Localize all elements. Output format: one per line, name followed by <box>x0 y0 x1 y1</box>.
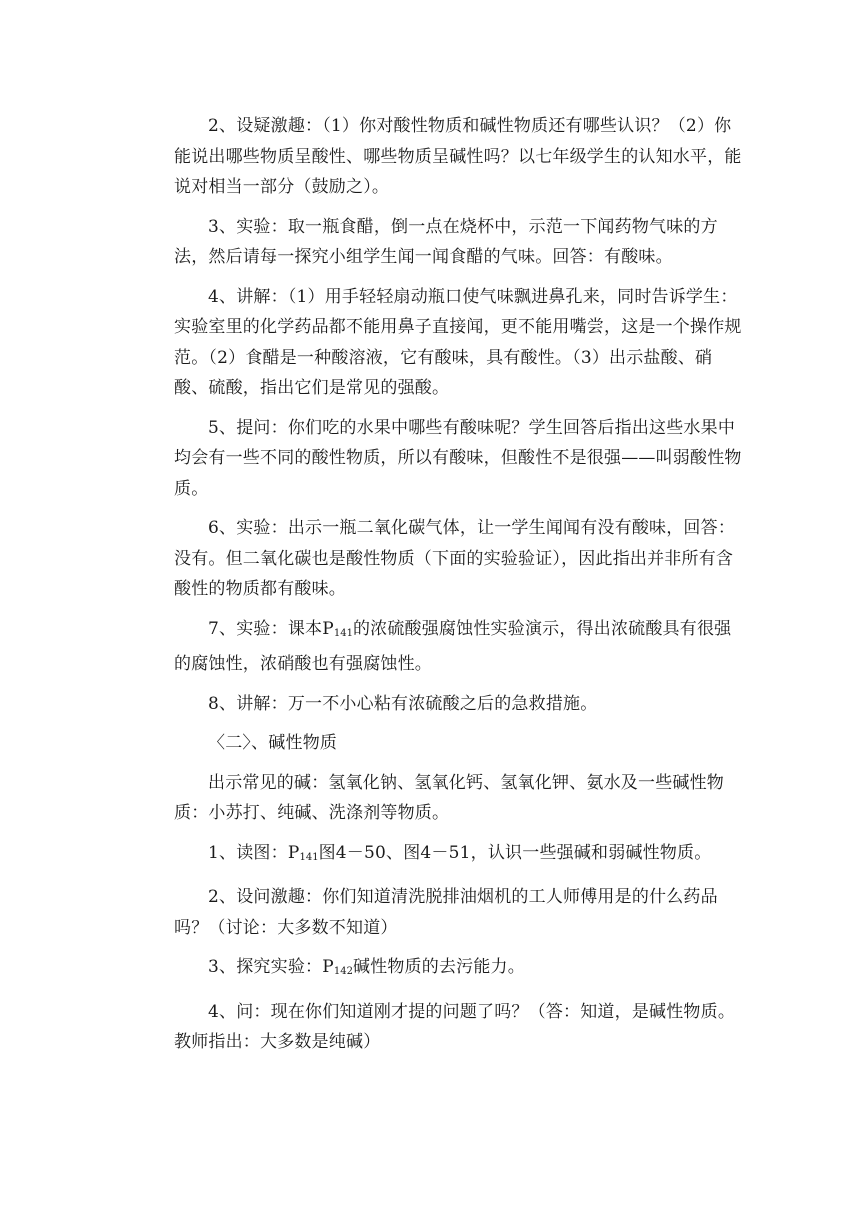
paragraph-7-text-start: 7、实验：课本P <box>208 618 334 639</box>
paragraph-2-questioning: 2、设疑激趣：（1）你对酸性物质和碱性物质还有哪些认识？（2）你能说出哪些物质呈酸性、哪些物质呈碱性吗？以七年级学生的认知水平，能说对相当一部分（鼓励之）。 <box>174 116 742 197</box>
paragraph-cleaning-start: 3、探究实验：P <box>208 957 334 977</box>
page-ref-subscript: 142 <box>333 966 353 977</box>
paragraph-2-range-hood-question: 2、设问激趣：你们知道清洗脱排油烟机的工人师傅用是的什么药品吗？（讨论：大多数不知道） <box>174 887 718 938</box>
paragraph-8-first-aid: 8、讲解：万一不小心粘有浓硫酸之后的急救措施。 <box>208 693 598 714</box>
page-ref-subscript: 141 <box>299 851 319 863</box>
page-ref-subscript: 141 <box>333 627 353 639</box>
paragraph-3-vinegar-experiment: 3、实验：取一瓶食醋，倒一点在烧杯中，示范一下闻药物气味的方法，然后请每一探究小组学生闻一闻食醋的气味。回答：有酸味。 <box>174 216 718 267</box>
paragraph-read-figure-end: 图4－50、图4－51，认识一些强碱和弱碱性物质。 <box>318 842 712 863</box>
paragraph-cleaning-end: 碱性物质的去污能力。 <box>352 957 525 977</box>
paragraph-4-explanation: 4、讲解：（1）用手轻轻扇动瓶口使气味飘进鼻孔来，同时告诉学生：实验室里的化学药品都不能用鼻子直接闻，更不能用嘴尝，这是一个操作规范。（2）食醋是一种酸溶液，它有酸味，具有酸性。（3）出示盐酸、硝酸、硫酸，指出它们是常见的强酸。 <box>174 286 742 398</box>
paragraph-common-bases: 出示常见的碱：氢氧化钠、氢氧化钙、氢氧化钾、氨水及一些碱性物质：小苏打、纯碱、洗涤剂等物质。 <box>174 772 724 823</box>
paragraph-3-cleaning-experiment <box>174 952 744 988</box>
paragraph-5-fruit-question: 5、提问：你们吃的水果中哪些有酸味呢？学生回答后指出这些水果中均会有一些不同的酸性物质，所以有酸味，但酸性不是很强——叫弱酸性物质。 <box>174 417 742 499</box>
paragraph-7-sulfuric-acid-experiment <box>174 614 744 680</box>
section-heading-basic-substances: 〈二〉、碱性物质 <box>208 733 338 753</box>
paragraph-6-co2-experiment: 6、实验：出示一瓶二氧化碳气体，让一学生闻闻有没有酸味，回答：没有。但二氧化碳也是酸性物质（下面的实验验证），因此指出并非所有含酸性的物质都有酸味。 <box>174 518 736 599</box>
paragraph-1-read-figure <box>174 838 744 874</box>
paragraph-4-followup-question: 4、问：现在你们知道刚才提的问题了吗？（答：知道，是碱性物质。教师指出：大多数是纯碱） <box>174 1001 736 1052</box>
paragraph-7-text-end: 的浓硫酸强腐蚀性实验演示，得出浓硫酸具有很强的腐蚀性，浓硝酸也有强腐蚀性。 <box>174 618 732 674</box>
paragraph-read-figure-start: 1、读图：P <box>208 842 300 863</box>
